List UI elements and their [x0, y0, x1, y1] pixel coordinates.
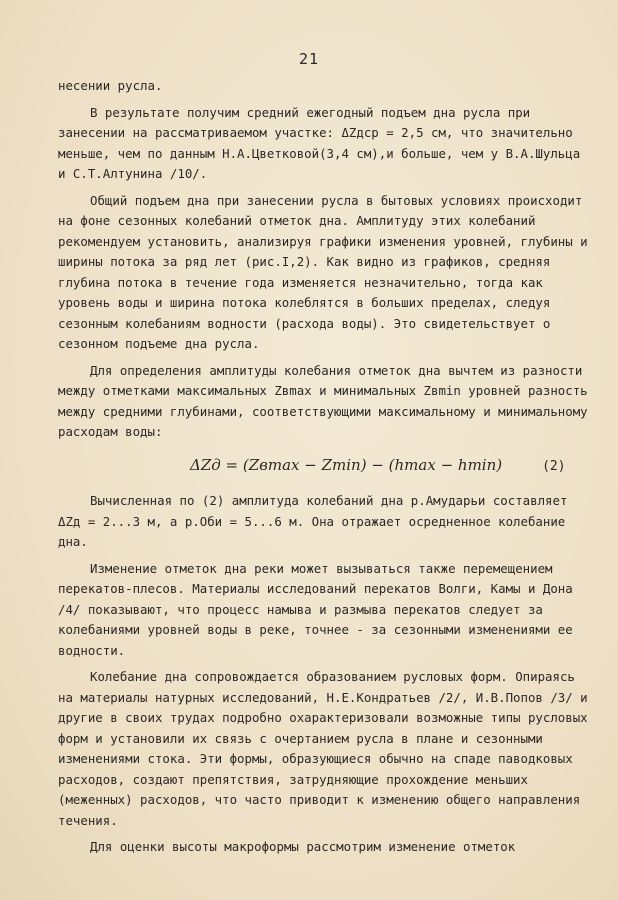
paragraph-2: В результате получим средний ежегодный подъем дна русла при занесении на рассматриваемом участке: ΔZдср = 2,5 см, что значительно меньше, чем по данным Н.А.Цветковой(3,4 см),и больше, чем у В.А.Шульца и С.Т.Алтунина /10/. — [58, 104, 581, 181]
paragraph-4: Для определения амплитуды колебания отметок дна вычтем из разности между отметками максимальных Zвmax и минимальных Zвmin уровней разность между средними глубинами, соответствующими максимальному и минимальному расходам воды: — [58, 362, 588, 439]
paragraph-7: Колебание дна сопровождается образованием русловых форм. Опираясь на материалы натурных исследований, Н.Е.Кондратьев /2/, И.В.Попов /3/ и другие в своих трудах подробно охарактеризовали возможные типы русловых форм и установили их связь с очертанием русла в плане и сезонными изменениями стока. Эти формы, образующиеся обычно на спаде паводковых расходов, создают препятствия, затрудняющие прохождение меньших (меженных) расходов, что часто приводит к изменению общего направления течения. — [58, 669, 588, 828]
formula-expression: ΔZд = (Zвmax − Zmin) − (hmax − hmin) — [190, 455, 503, 474]
paragraph-6: Изменение отметок дна реки может вызываться также перемещением перекатов-плесов. Материалы исследований перекатов Волги, Камы и Дона /4/ показывают, что процесс намыва и размыва перекатов следует за колебаниями уровней воды в реке, точнее - за сезонными изменениями ее водности. — [58, 560, 573, 658]
paragraph-3: Общий подъем дна при занесении русла в бытовых условиях происходит на фоне сезонных колебаний отметок дна. Амплитуду этих колебаний рекомендуем установить, анализируя графики изменения уровней, глубины и ширины потока за ряд лет (рис.I,2). Как видно из графиков, средняя глубина потока в течение года изменяется незначительно, тогда как уровень воды и ширина потока колеблятся в больших пределах, следуя сезонным колебаниям водности (расхода воды). Это свидетельствует о сезонном подъеме дна русла. — [58, 192, 588, 351]
formula-2 — [58, 455, 588, 478]
paragraph-1: несении русла. — [58, 78, 163, 93]
formula-number: (2) — [542, 458, 566, 474]
paragraph-8: Для оценки высоты макроформы рассмотрим изменение отметок — [90, 839, 516, 854]
page-number: 21 — [298, 50, 320, 68]
paragraph-5: Вычисленная по (2) амплитуда колебаний дна р.Амударьи составляет ΔZд = 2...3 м, а р.Оби = 5...6 м. Она отражает осредненное колебание дна. — [58, 493, 568, 549]
body-text — [58, 76, 588, 864]
